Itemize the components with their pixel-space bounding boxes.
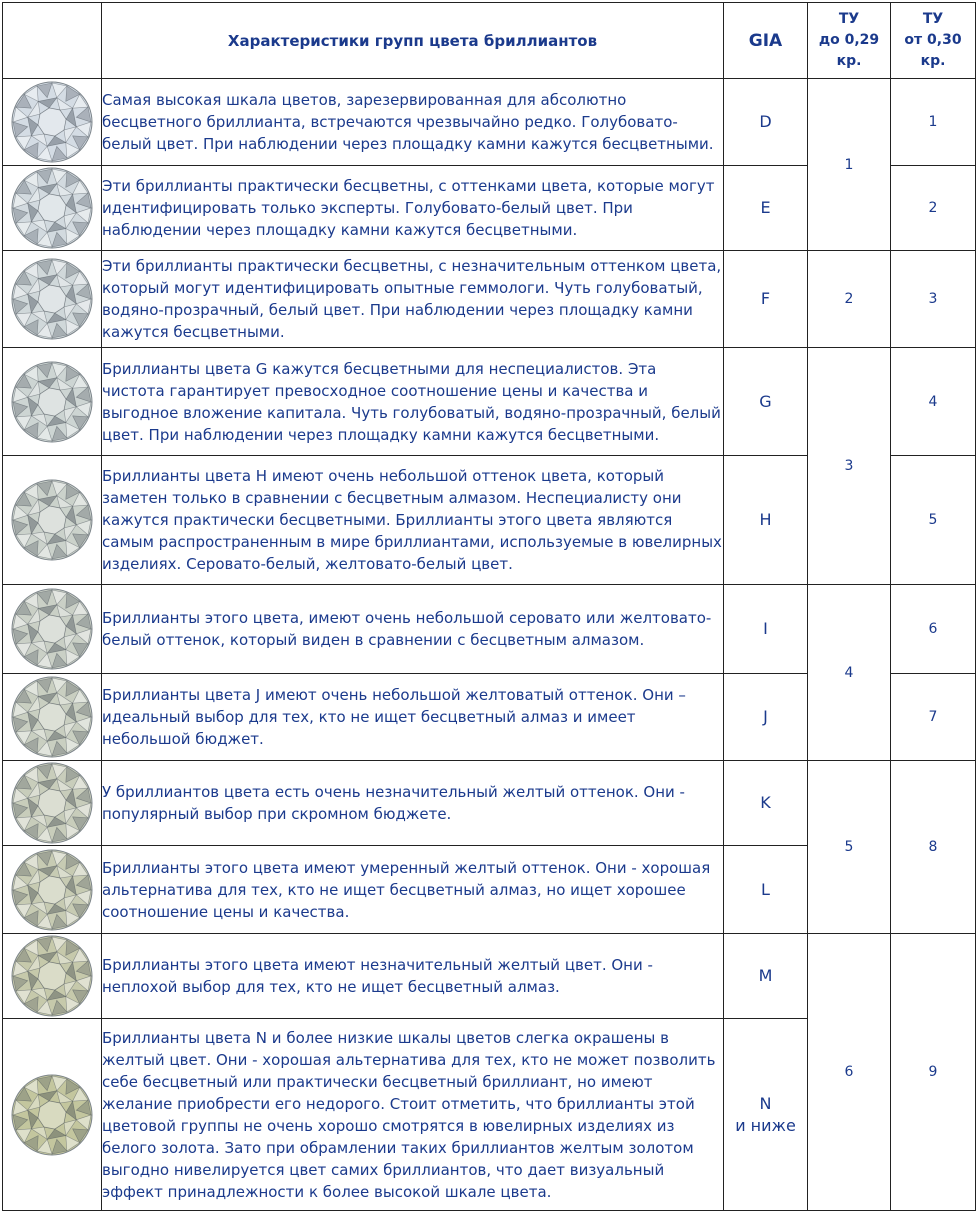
description-cell: Бриллианты цвета N и более низкие шкалы цветов слегка окрашены в желтый цвет. Они - хорошая альтернатива для тех, кто не может позволить себе бесцветный или практически бесцветный бриллиант, но имеют желание приобрести его недорого. Стоит отметить, что бриллианты этой цветовой группы не очень хорошо смотрятся в ювелирных изделиях из белого золота. Зато при обрамлении таких бриллиантов желтым золотом выгодно нивелируется цвет самих бриллиантов, что дает визуальный эффект принадлежности к более высокой шкале цвета. (102, 1019, 724, 1211)
diamond-image-cell (3, 456, 102, 585)
gia-grade-cell: E (724, 166, 808, 251)
tu-large-group-cell: 8 (891, 761, 976, 934)
gia-grade-cell: L (724, 846, 808, 934)
diamond-image-cell (3, 348, 102, 456)
diamond-e-icon (3, 166, 101, 250)
diamond-n-icon (3, 1073, 101, 1157)
table-row (3, 761, 976, 846)
header-tu-small-line3: кр. (836, 53, 862, 69)
tu-small-group-cell: 6 (808, 934, 891, 1211)
diamond-k-icon (3, 761, 101, 845)
diamond-d-icon (3, 80, 101, 164)
tu-large-group-cell: 1 (891, 79, 976, 166)
table-row (3, 585, 976, 674)
description-cell: У бриллиантов цвета есть очень незначительный желтый оттенок. Они - популярный выбор при скромном бюджете. (102, 761, 724, 846)
table-row (3, 79, 976, 166)
tu-small-group-cell: 2 (808, 251, 891, 348)
gia-grade-cell: M (724, 934, 808, 1019)
gia-grade-cell: F (724, 251, 808, 348)
diamond-m-icon (3, 934, 101, 1018)
diamond-image-cell (3, 166, 102, 251)
description-cell: Эти бриллианты практически бесцветны, с незначительным оттенком цвета, который могут идентифицировать опытные геммологи. Чуть голубоватый, водяно-прозрачный, белый цвет. При наблюдении через площадку камни кажутся бесцветными. (102, 251, 724, 348)
diamond-i-icon (3, 587, 101, 671)
description-cell: Бриллианты цвета H имеют очень небольшой оттенок цвета, который заметен только в сравнении с бесцветным алмазом. Неспециалисту они кажутся практически бесцветными. Бриллианты этого цвета являются самым распространенным в мире бриллиантами, используемые в ювелирных изделиях. Серовато-белый, желтовато-белый цвет. (102, 456, 724, 585)
tu-large-group-cell: 4 (891, 348, 976, 456)
gia-grade-cell: D (724, 79, 808, 166)
tu-small-group-cell: 4 (808, 585, 891, 761)
table-row (3, 251, 976, 348)
description-cell: Самая высокая шкала цветов, зарезервированная для абсолютно бесцветного бриллианта, встречаются чрезвычайно редко. Голубовато-белый цвет. При наблюдении через площадку камни кажутся бесцветными. (102, 79, 724, 166)
header-image-cell (3, 3, 102, 79)
description-cell: Бриллианты цвета G кажутся бесцветными для неспециалистов. Эта чистота гарантирует превосходное соотношение цены и качества и выгодное вложение капитала. Чуть голубоватый, водяно-прозрачный, белый цвет. При наблюдении через площадку камни кажутся бесцветными. (102, 348, 724, 456)
diamond-image-cell (3, 674, 102, 761)
diamond-j-icon (3, 675, 101, 759)
tu-large-group-cell: 9 (891, 934, 976, 1211)
tu-large-group-cell: 2 (891, 166, 976, 251)
gia-grade-cell: G (724, 348, 808, 456)
diamond-image-cell (3, 846, 102, 934)
diamond-image-cell (3, 1019, 102, 1211)
diamond-image-cell (3, 79, 102, 166)
gia-grade-n-extra: и ниже (735, 1115, 796, 1135)
header-title: Характеристики групп цвета бриллиантов (102, 3, 724, 79)
gia-grade-cell: H (724, 456, 808, 585)
gia-grade-cell (724, 1019, 808, 1211)
diamond-image-cell (3, 934, 102, 1019)
gia-grade-cell: I (724, 585, 808, 674)
gia-grade-cell: J (724, 674, 808, 761)
diamond-g-icon (3, 360, 101, 444)
diamond-f-icon (3, 257, 101, 341)
description-cell: Бриллианты этого цвета, имеют очень небольшой серовато или желтовато-белый оттенок, который виден в сравнении с бесцветным алмазом. (102, 585, 724, 674)
gia-grade-n: N (759, 1093, 772, 1113)
gia-grade-cell: K (724, 761, 808, 846)
diamond-image-cell (3, 761, 102, 846)
description-cell: Бриллианты этого цвета имеют умеренный желтый оттенок. Они - хорошая альтернатива для тех, кто не ищет бесцветный алмаз, но ищет хорошее соотношение цены и качества. (102, 846, 724, 934)
tu-large-group-cell: 3 (891, 251, 976, 348)
description-cell: Бриллианты этого цвета имеют незначительный желтый цвет. Они - неплохой выбор для тех, кто не ищет бесцветный алмаз. (102, 934, 724, 1019)
header-tu-large-line3: кр. (920, 53, 946, 69)
header-tu-large (891, 3, 976, 79)
header-tu-large-line1: ТУ (922, 11, 944, 27)
diamond-color-table (2, 2, 976, 1211)
table-row (3, 348, 976, 456)
tu-small-group-cell: 3 (808, 348, 891, 585)
diamond-image-cell (3, 251, 102, 348)
header-tu-small (808, 3, 891, 79)
tu-large-group-cell: 5 (891, 456, 976, 585)
table-row (3, 934, 976, 1019)
description-cell: Эти бриллианты практически бесцветны, с оттенками цвета, которые могут идентифицировать только эксперты. Голубовато-белый цвет. При наблюдении через площадку камни кажутся бесцветными. (102, 166, 724, 251)
header-tu-large-line2: от 0,30 (904, 32, 962, 48)
header-tu-small-line1: ТУ (838, 11, 860, 27)
tu-large-group-cell: 6 (891, 585, 976, 674)
description-cell: Бриллианты цвета J имеют очень небольшой желтоватый оттенок. Они – идеальный выбор для тех, кто не ищет бесцветный алмаз и имеет небольшой бюджет. (102, 674, 724, 761)
tu-small-group-cell: 5 (808, 761, 891, 934)
diamond-image-cell (3, 585, 102, 674)
diamond-h-icon (3, 478, 101, 562)
tu-large-group-cell: 7 (891, 674, 976, 761)
header-tu-small-line2: до 0,29 (818, 32, 880, 48)
header-row (3, 3, 976, 79)
header-gia: GIA (724, 3, 808, 79)
diamond-l-icon (3, 848, 101, 932)
tu-small-group-cell: 1 (808, 79, 891, 251)
